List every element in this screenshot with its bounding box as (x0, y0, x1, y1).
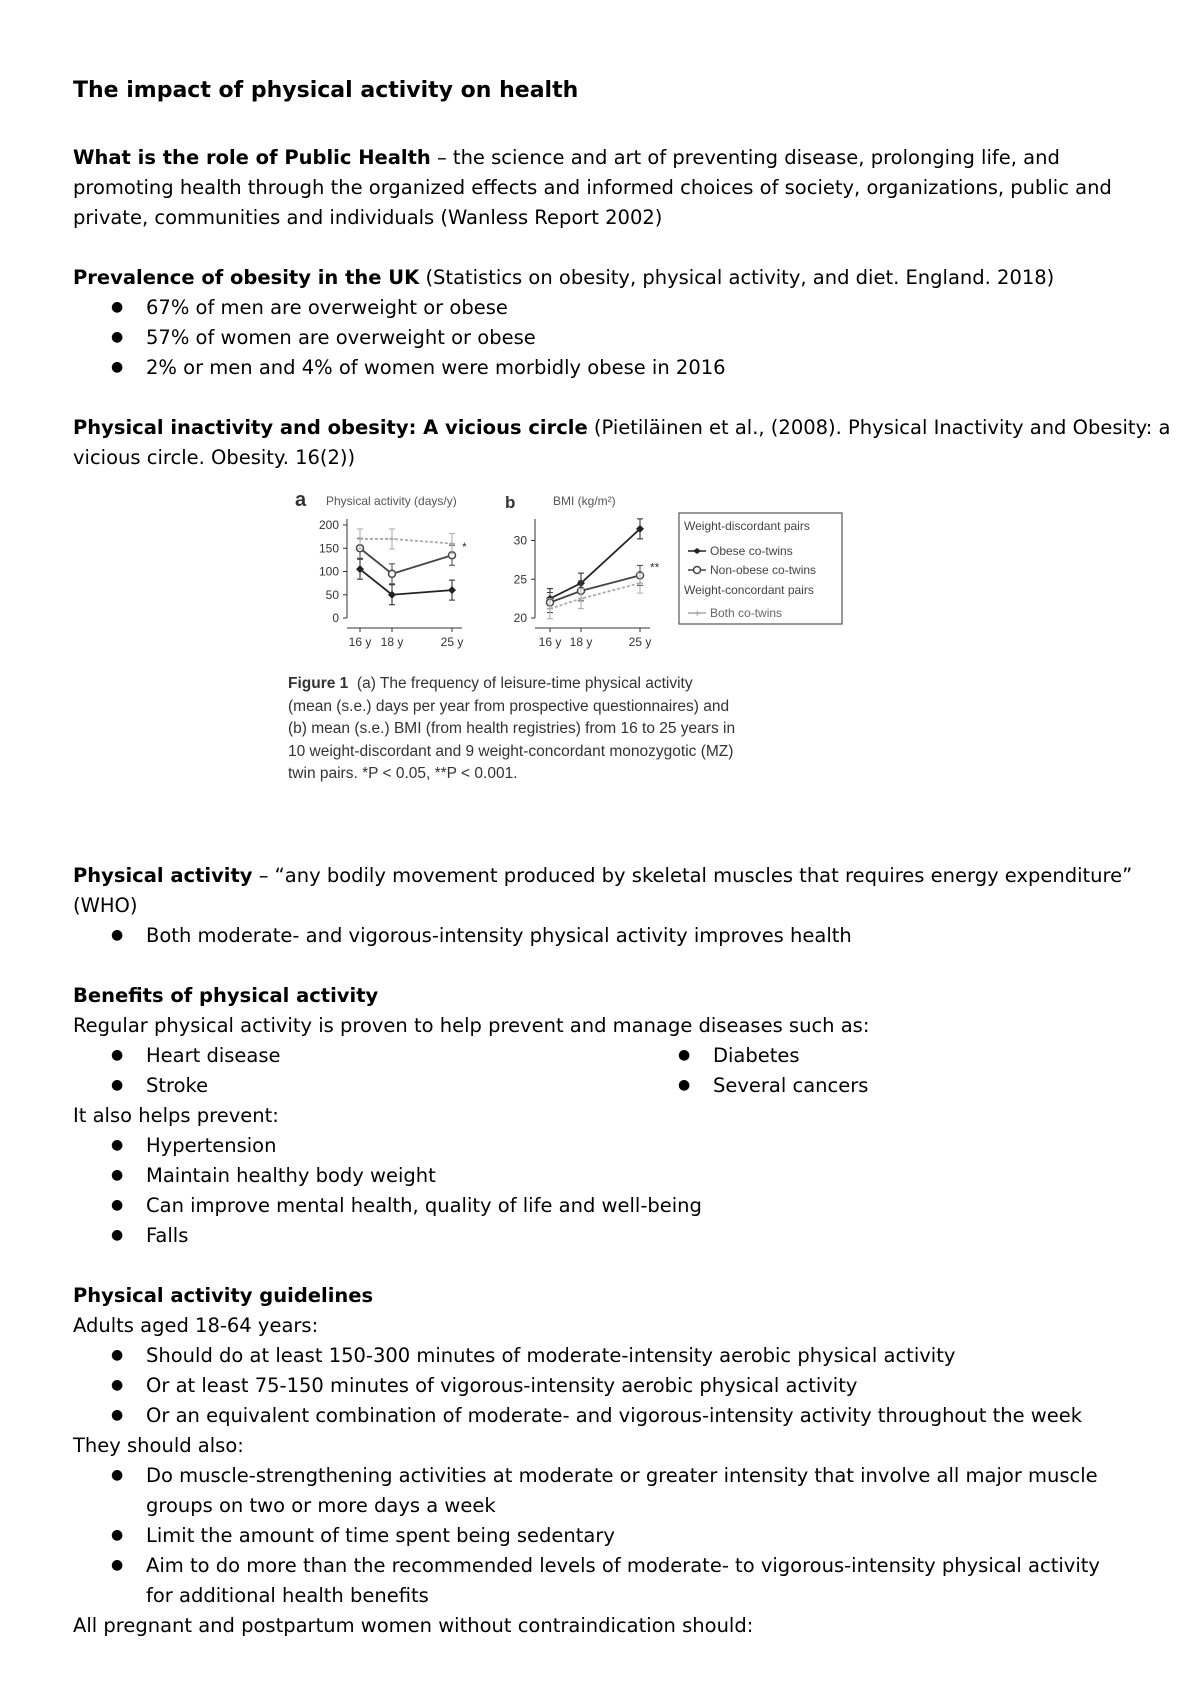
guidelines-pregnant: All pregnant and postpartum women without contraindication should: (73, 1614, 754, 1637)
list-item: Both moderate- and vigorous-intensity physical activity improves health (146, 924, 852, 947)
data-point (356, 565, 364, 573)
data-point (357, 536, 363, 542)
list-item: Maintain healthy body weight (146, 1164, 436, 1187)
y-tick-label: 50 (325, 587, 339, 602)
legend-box (679, 513, 842, 624)
legend-item-obese: Obese co-twins (710, 544, 793, 558)
list-item: 67% of men are overweight or obese (146, 296, 508, 319)
x-tick-label: 16 y (538, 635, 562, 649)
legend-group-2: Weight-concordant pairs (684, 583, 814, 597)
benefits-heading (73, 981, 378, 1011)
legend-item-both: Both co-twins (710, 606, 783, 620)
data-point (637, 572, 644, 579)
panel-b-letter: b (505, 493, 516, 512)
bullet-icon: ● (111, 1467, 124, 1483)
data-point (449, 541, 455, 547)
guidelines-heading-text: Physical activity guidelines (73, 1284, 374, 1307)
obesity-heading-line (73, 263, 1054, 293)
bullet-icon: ● (111, 1197, 124, 1213)
physical-activity-def-1: – “any bodily movement produced by skeletal muscles that requires energy expenditure” (252, 864, 1133, 887)
physical-activity-line-2: (WHO) (73, 894, 138, 917)
list-item: Stroke (146, 1074, 209, 1097)
y-tick-label: 100 (318, 564, 339, 579)
list-item: Heart disease (146, 1044, 281, 1067)
y-tick-label: 30 (513, 533, 527, 548)
public-health-heading: What is the role of Public Health (73, 146, 431, 169)
x-tick-label: 25 y (440, 635, 464, 649)
list-item: Diabetes (713, 1044, 800, 1067)
caption-line-3: (b) mean (s.e.) BMI (from health registries) from 16 to 25 years in (288, 720, 736, 737)
panel-a-title: Physical activity (days/y) (326, 494, 457, 508)
y-tick-label: 20 (513, 611, 527, 625)
series-line (360, 539, 452, 544)
bullet-icon: ● (111, 359, 124, 375)
figure-caption (288, 673, 735, 786)
physical-activity-heading: Physical activity (73, 864, 253, 887)
bullet-icon: ● (111, 1347, 124, 1363)
caption-line-4: 10 weight-discordant and 9 weight-concordant monozygotic (MZ) (288, 742, 734, 760)
bullet-icon: ● (111, 927, 124, 943)
panel-b-title: BMI (kg/m²) (553, 494, 616, 508)
list-item-continuation: for additional health benefits (146, 1584, 429, 1607)
list-item: Or at least 75-150 minutes of vigorous-intensity aerobic physical activity (146, 1374, 858, 1397)
vicious-line-1 (73, 413, 1170, 443)
bullet-icon: ● (111, 1527, 124, 1543)
data-point (547, 606, 553, 612)
benefits-also: It also helps prevent: (73, 1104, 279, 1127)
obesity-list (73, 293, 1073, 383)
data-point (577, 579, 585, 587)
physical-activity-line-1 (73, 861, 1132, 891)
obesity-source: (Statistics on obesity, physical activity, and diet. England. 2018) (419, 266, 1055, 289)
data-point (578, 596, 584, 602)
bullet-icon: ● (111, 1167, 124, 1183)
panel-a-letter: a (295, 489, 307, 511)
data-point (547, 599, 554, 606)
series-line (550, 583, 640, 609)
legend-marker-obese (693, 548, 701, 554)
y-tick-label: 25 (513, 572, 527, 587)
y-tick-label: 150 (318, 541, 339, 556)
series-line (550, 529, 640, 599)
list-item: Do muscle-strengthening activities at moderate or greater intensity that involve all major muscle (146, 1464, 1098, 1487)
y-tick-label: 200 (318, 518, 339, 532)
data-point (449, 552, 456, 559)
public-health-text-1: – the science and art of preventing disease, prolonging life, and (430, 146, 1060, 169)
x-tick-label: 18 y (569, 635, 593, 649)
page-title: The impact of physical activity on health (73, 78, 579, 103)
x-tick-label: 16 y (348, 635, 372, 649)
bullet-icon: ● (111, 1377, 124, 1393)
bullet-icon: ● (111, 1557, 124, 1573)
guidelines-also: They should also: (73, 1434, 244, 1457)
bullet-icon: ● (111, 299, 124, 315)
list-item: Limit the amount of time spent being sedentary (146, 1524, 615, 1547)
benefits-intro: Regular physical activity is proven to help prevent and manage diseases such as: (73, 1014, 870, 1037)
significance-label: * (462, 540, 467, 555)
vicious-heading: Physical inactivity and obesity: A vicious circle (73, 416, 588, 439)
guidelines-heading (73, 1281, 373, 1311)
benefits-heading-text: Benefits of physical activity (73, 984, 379, 1007)
data-point (578, 587, 585, 594)
series-line (550, 575, 640, 602)
data-point (388, 591, 396, 599)
data-point (448, 586, 456, 594)
public-health-line-3: private, communities and individuals (Wanless Report 2002) (73, 206, 663, 229)
caption-label: Figure 1 (288, 675, 349, 692)
data-point (636, 525, 644, 533)
list-item: 2% or men and 4% of women were morbidly obese in 2016 (146, 356, 726, 379)
legend-item-nonobese: Non-obese co-twins (710, 563, 817, 577)
chart-legend (679, 513, 842, 624)
series-line (360, 569, 452, 595)
list-item-continuation: groups on two or more days a week (146, 1494, 496, 1517)
bullet-icon: ● (111, 1077, 124, 1093)
caption-line-5: twin pairs. *P < 0.05, **P < 0.001. (288, 765, 518, 782)
public-health-line-2: promoting health through the organized effects and informed choices of society, organizations, public and (73, 176, 1112, 199)
data-point (546, 595, 554, 603)
bullet-icon: ● (111, 1047, 124, 1063)
caption-text-1: (a) The frequency of leisure-time physical activity (356, 675, 693, 692)
public-health-line-1 (73, 143, 1060, 173)
chart-panel-b (514, 519, 660, 649)
caption-line-2: (mean (s.e.) days per year from prospective questionnaires) and (288, 697, 730, 715)
data-point (389, 536, 395, 542)
list-item: Or an equivalent combination of moderate- and vigorous-intensity activity throughout the week (146, 1404, 1082, 1427)
legend-group-1: Weight-discordant pairs (684, 519, 810, 533)
data-point (389, 570, 396, 577)
bullet-icon: ● (678, 1047, 691, 1063)
list-item: Should do at least 150-300 minutes of moderate-intensity aerobic physical activity (146, 1344, 956, 1367)
y-tick-label: 0 (332, 611, 339, 625)
vicious-ref-1: (Pietiläinen et al., (2008). Physical Inactivity and Obesity: a (587, 416, 1171, 439)
guidelines-adults: Adults aged 18-64 years: (73, 1314, 319, 1337)
bullet-icon: ● (678, 1077, 691, 1093)
data-point (357, 545, 364, 552)
x-tick-label: 18 y (380, 635, 404, 649)
legend-marker-nonobese (694, 567, 701, 574)
vicious-line-2: vicious circle. Obesity. 16(2)) (73, 446, 356, 469)
chart-panel-a (319, 518, 467, 649)
series-line (360, 548, 452, 574)
list-item: Several cancers (713, 1074, 869, 1097)
bullet-icon: ● (111, 1137, 124, 1153)
obesity-heading: Prevalence of obesity in the UK (73, 266, 420, 289)
significance-label: ** (650, 560, 660, 575)
caption-line-1 (288, 673, 735, 696)
bullet-icon: ● (111, 1227, 124, 1243)
bullet-icon: ● (111, 1407, 124, 1423)
list-item: Aim to do more than the recommended levels of moderate- to vigorous-intensity physical activity (146, 1554, 1100, 1577)
list-item: 57% of women are overweight or obese (146, 326, 536, 349)
bullet-icon: ● (111, 329, 124, 345)
list-item: Hypertension (146, 1134, 277, 1157)
legend-marker-both: + (694, 608, 701, 620)
x-tick-label: 25 y (628, 635, 652, 649)
data-point (637, 580, 643, 586)
list-item: Can improve mental health, quality of life and well-being (146, 1194, 702, 1217)
list-item: Falls (146, 1224, 189, 1247)
